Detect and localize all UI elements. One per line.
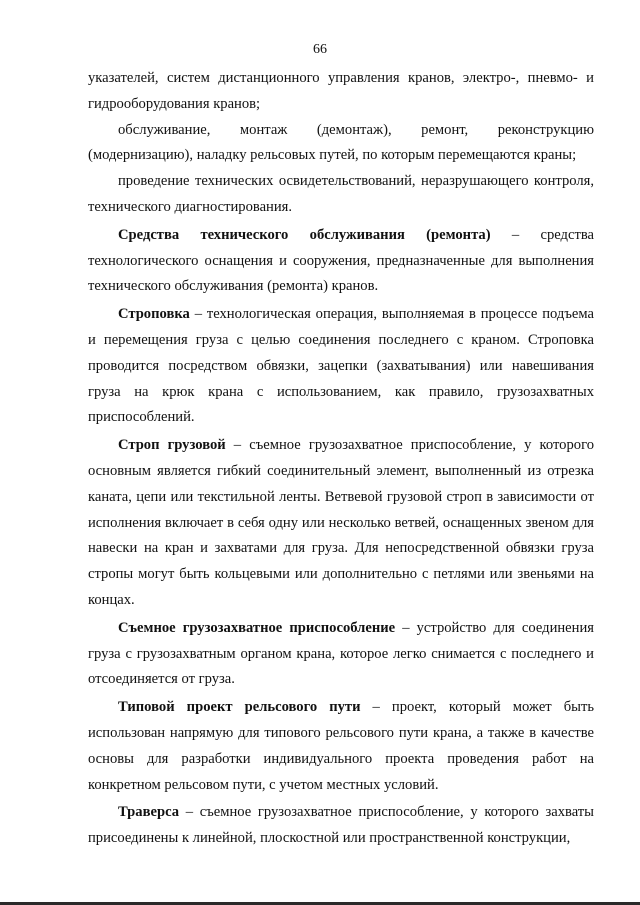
definition-paragraph (88, 616, 594, 693)
definition-paragraph (88, 433, 594, 614)
definition-paragraph (88, 223, 594, 300)
definition-text: – технологическая операция, выполняемая в процессе подъема и перемещения груза с целью соединения последнего с краном. Строповка проводится посредством обвязки, зацепки (захватывания) или навешивания груза на крюк крана с использованием, как правило, грузозахватных приспособлений. (88, 306, 594, 426)
page-number: 66 (313, 42, 327, 57)
paragraph-text: указателей, систем дистанционного управления кранов, электро-, пневмо- и гидрооборудования кранов; (88, 70, 594, 112)
definition-term: Средства технического обслуживания (ремонта) (118, 226, 491, 243)
definition-paragraph (88, 695, 594, 798)
definition-term: Траверса (118, 804, 180, 821)
definition-text: – средства технологического оснащения и сооружения, предназначенные для выполнения технического обслуживания (ремонта) кранов. (88, 226, 594, 295)
document-body (88, 66, 594, 852)
definition-term: Строповка (118, 306, 190, 323)
definition-text: – устройство для соединения груза с грузозахватным органом крана, которое легко снимается с последнего и отсоединяется от груза. (88, 619, 594, 688)
definition-term: Строп грузовой (118, 437, 226, 454)
paragraph-text: проведение технических освидетельствований, неразрушающего контроля, технического диагностирования. (88, 173, 594, 215)
paragraph-list-item (88, 118, 594, 170)
definition-text: – проект, который может быть использован напрямую для типового рельсового пути крана, а также в качестве основы для разработки индивидуального проекта проведения работ на конкретном рельсовом пути, с учетом местных условий. (88, 699, 594, 793)
definition-text: – съемное грузозахватное приспособление, у которого основным является гибкий соединительный элемент, выполненный из отрезка каната, цепи или текстильной ленты. Ветвевой грузовой строп в зависимости от исполнения включает в себя одну или несколько ветвей, оснащенных звеном для навески на кран и захватами для груза. Для непосредственной обвязки груза стропы могут быть кольцевыми или дополнительно с петлями или звеньями на концах. (88, 437, 594, 608)
paragraph-list-item (88, 169, 594, 221)
definition-term: Типовой проект рельсового пути (118, 699, 361, 716)
definition-paragraph (88, 800, 594, 852)
paragraph-continuation (88, 66, 594, 118)
definition-text: – съемное грузозахватное приспособление, у которого захваты присоединены к линейной, плоскостной или пространственной конструкции, (88, 804, 594, 847)
definition-paragraph (88, 302, 594, 431)
paragraph-text: обслуживание, монтаж (демонтаж), ремонт, реконструкцию (модернизацию), наладку рельсовых путей, по которым перемещаются краны; (88, 121, 594, 164)
definition-term: Съемное грузозахватное приспособление (118, 619, 396, 636)
